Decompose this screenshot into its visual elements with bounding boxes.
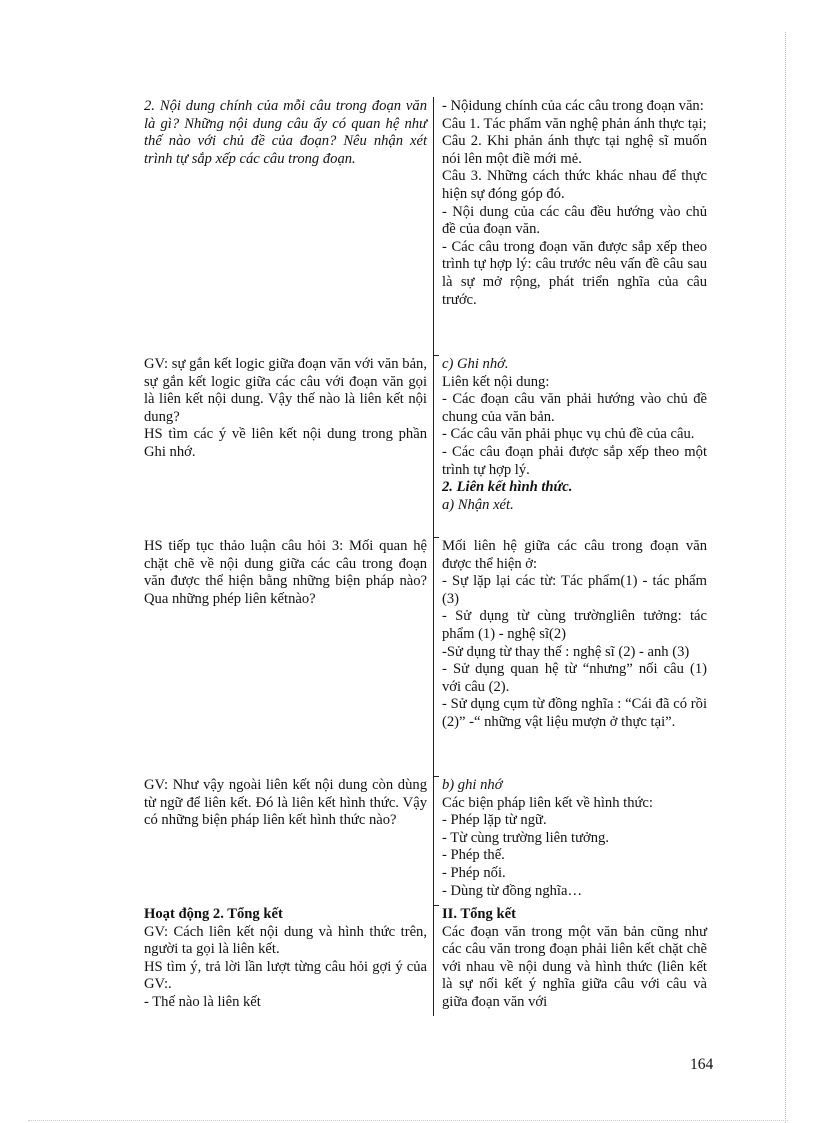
row-separator [433,905,439,906]
note-line: - Phép nối. [442,864,506,881]
section-heading: II. Tổng kết [442,906,516,922]
question-item: - Thế nào là liên kết [144,993,261,1010]
note-line: - Các câu đoạn phải được sắp xếp theo một trình tự hợp lý. [442,443,707,478]
page-edge-right [785,32,786,1123]
analysis-line: Câu 2. Khi phản ánh thực tại nghệ sĩ muốn nói lên một điề mới mẻ. [442,133,707,167]
note-line: Các biện pháp liên kết về hình thức: [442,794,653,811]
teacher-text: GV: sự gắn kết logic giữa đoạn văn với văn bản, sự gắn kết logic giữa các câu với đoạn văn gọi là liên kết nội dung. Vậy thế nào là liên kết nội dung? [144,356,427,425]
page-number: 164 [690,1056,714,1073]
analysis-line: Câu 3. Những cách thức khác nhau để thực hiện sự đóng góp đó. [442,168,707,202]
memory-notes-form [442,777,707,900]
analysis-line: Câu 1. Tác phẩm văn nghệ phản ánh thực tại; [442,115,707,132]
analysis-line: - Nộidung chính của các câu trong đoạn văn: [442,98,704,114]
observation-line: - Sử dụng quan hệ từ “nhưng” nối câu (1) với câu (2). [442,661,707,695]
note-line: - Từ cùng trường liên tưởng. [442,829,609,846]
teacher-note-content-link [144,356,427,462]
page-edge-bottom [28,1120,788,1121]
row-separator [433,355,439,356]
observation-line: - Sử dụng cụm từ đồng nghĩa : “Cái đã có rồi (2)” -“ những vật liệu mượn ở thực tại”. [442,696,707,730]
observation-line: Mối liên hệ giữa các câu trong đoạn văn được thể hiện ở: [442,538,707,572]
analysis-line: - Các câu trong đoạn văn được sắp xếp theo trình tự hợp lý: câu trước nêu vấn đề câu sau là sự mở rộng, phát triển nghĩa của câu trước. [442,238,707,308]
student-discussion-q3 [144,538,427,608]
analysis-line: - Nội dung của các câu đều hướng vào chủ đề của đoạn văn. [442,203,707,238]
note-line: - Phép lặp từ ngữ. [442,812,547,829]
row-separator [433,776,439,777]
student-task-2: HS tìm ý, trả lời lần lượt từng câu hỏi gợi ý của GV:. [144,958,427,993]
teacher-note-form-link [144,777,427,830]
section-heading: 2. Liên kết hình thức. [442,479,573,496]
student-task: HS tìm các ý về liên kết nội dung trong phần Ghi nhớ. [144,426,427,460]
note-line: - Dùng từ đồng nghĩa… [442,882,583,899]
summary-text: Các đoạn văn trong một văn bản cũng như các câu văn trong đoạn phải liên kết chặt chẽ với nhau về nội dung và hình thức (liên kết là sự nối kết ý nghĩa giữa câu với câu và giữa đoạn văn với [442,923,707,1010]
discussion-text: HS tiếp tục thảo luận câu hỏi 3: Mối quan hệ chặt chẽ về nội dung giữa các câu trong đoạn văn được thể hiện bằng những biện pháp nào? Qua những phép liên kếtnào? [144,538,427,607]
activity-2-summary [144,906,427,1012]
summary-section [442,906,707,1012]
activity-heading: Hoạt động 2. Tổng kết [144,906,283,922]
row-separator [433,537,439,538]
note-line: - Các đoạn câu văn phải hướng vào chủ đề chung của văn bản. [442,391,707,425]
section-heading: b) ghi nhớ [442,777,503,793]
observation-line: - Sử dụng từ cùng trườngliên tưởng: tác phẩm (1) - nghệ sĩ(2) [442,608,707,642]
note-line: - Phép thế. [442,847,505,864]
memory-notes-content [442,356,707,514]
teacher-text-3: GV: Cách liên kết nội dung và hình thức trên, người ta gọi là liên kết. [144,923,427,958]
question-2 [144,98,427,168]
observation-line: -Sử dụng từ thay thế : nghệ sĩ (2) - anh (3) [442,643,690,660]
section-heading: c) Ghi nhớ. [442,356,509,372]
form-link-observations [442,538,707,732]
teacher-text-2: GV: Như vậy ngoài liên kết nội dung còn dùng từ ngữ để liên kết. Đó là liên kết hình thức. Vậy có những biện pháp liên kết hình thức nào? [144,777,427,829]
content-analysis [442,98,707,309]
question-2-text: 2. Nội dung chính của mỗi câu trong đoạn văn là gì? Những nội dung câu ấy có quan hệ như thế nào với chủ đề của đoạn? Nêu nhận xét trình tự sắp xếp các câu trong đoạn. [144,98,427,167]
note-line: Liên kết nội dung: [442,373,550,390]
observation-line: - Sự lặp lại các từ: Tác phẩm(1) - tác phẩm (3) [442,573,707,607]
subsection-heading: a) Nhận xét. [442,496,514,513]
column-divider [433,97,434,1016]
note-line: - Các câu văn phải phục vụ chủ đề của câu. [442,426,695,443]
